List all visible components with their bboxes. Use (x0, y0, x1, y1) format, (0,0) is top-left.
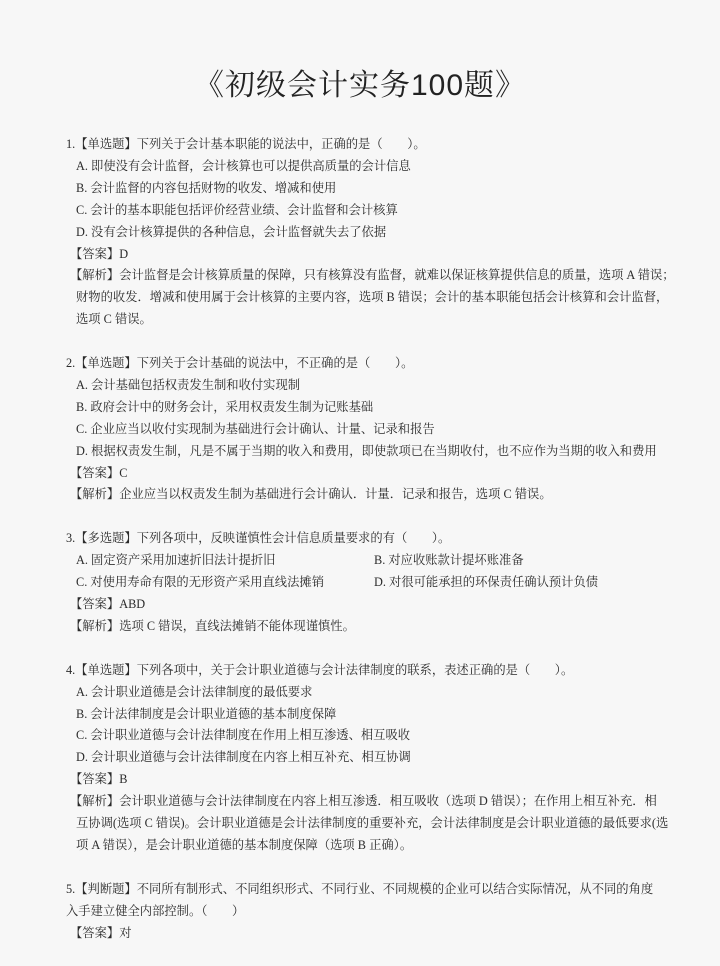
option-item: D. 没有会计核算提供的各种信息，会计监督就失去了依据 (76, 224, 387, 239)
answer-line: 【答案】对 (70, 925, 132, 940)
answer-line: 【答案】B (70, 772, 128, 787)
analysis-line: 【解析】选项 C 错误，直线法摊销不能体现谨慎性。 (70, 618, 355, 633)
analysis-line: 选项 C 错误。 (76, 312, 152, 327)
question-stem: 2.【单选题】下列关于会计基础的说法中，不正确的是（ ）。 (66, 356, 414, 371)
analysis-line: 互协调(选项 C 错误)。会计职业道德是会计法律制度的重要补充，会计法律制度是会计职业道德的最低要求(选 (76, 816, 669, 831)
option-item: D. 会计职业道德与会计法律制度在内容上相互补充、相互协调 (76, 750, 411, 765)
option-item: B. 会计监督的内容包括财物的收发、增减和使用 (76, 180, 337, 195)
option-item: A. 固定资产采用加速折旧法计提折旧 (76, 553, 276, 568)
option-item: B. 政府会计中的财务会计，采用权责发生制为记账基础 (76, 399, 374, 414)
question-stem: 5.【判断题】不同所有制形式、不同组织形式、不同行业、不同规模的企业可以结合实际情况，从不同的角度 (66, 881, 654, 896)
answer-line: 【答案】D (70, 246, 129, 261)
question-stem: 3.【多选题】下列各项中，反映谨慎性会计信息质量要求的有（ ）。 (66, 531, 451, 546)
option-item: A. 会计职业道德是会计法律制度的最低要求 (76, 684, 313, 699)
question-list (66, 134, 675, 966)
options-list (66, 156, 666, 244)
answer-line: 【答案】ABD (70, 597, 146, 611)
option-item: B. 会计法律制度是会计职业道德的基本制度保障 (76, 706, 337, 721)
option-item: C. 企业应当以收付实现制为基础进行会计确认、计量、记录和报告 (76, 421, 435, 436)
question-stem: 入手建立健全内部控制。（ ） (66, 903, 245, 918)
option-item: A. 即使没有会计监督，会计核算也可以提供高质量的会计信息 (76, 158, 411, 173)
option-item: D. 对很可能承担的环保责任确认预计负债 (374, 575, 599, 590)
analysis-line: 【解析】会计职业道德与会计法律制度在内容上相互渗透．相互吸收（选项 D 错误）；在作用上相互补充．相 (70, 794, 657, 809)
question-block (66, 528, 666, 638)
option-item: A. 会计基础包括权责发生制和收付实现制 (76, 377, 301, 392)
option-item: C. 对使用寿命有限的无形资产采用直线法摊销 (76, 575, 324, 590)
analysis-line: 【解析】会计监督是会计核算质量的保障，只有核算没有监督，就难以保证核算提供信息的质量，选项 A 错误； (70, 268, 675, 283)
analysis-line: 项 A 错误），是会计职业道德的基本制度保障（选项 B 正确）。 (76, 837, 413, 852)
option-item: C. 会计的基本职能包括评价经营业绩、会计监督和会计核算 (76, 202, 398, 217)
document-title: 《初级会计实务100题》 (193, 69, 527, 102)
answer-line: 【答案】C (70, 465, 128, 480)
analysis-line: 财物的收发．增减和使用属于会计核算的主要内容，选项 B 错误；会计的基本职能包括会计核算和会计监督， (76, 290, 669, 305)
analysis-line: 【解析】企业应当以权责发生制为基础进行会计确认．计量．记录和报告，选项 C 错误。 (70, 487, 552, 502)
question-block (66, 879, 666, 945)
question-block (66, 134, 675, 331)
option-item: D. 根据权责发生制，凡是不属于当期的收入和费用，即使款项已在当期收付，也不应作为当期的收入和费用 (76, 443, 657, 458)
options-grid (66, 550, 666, 594)
option-item: C. 会计职业道德与会计法律制度在作用上相互渗透、相互吸收 (76, 728, 411, 743)
option-item: B. 对应收账款计提坏账准备 (374, 553, 524, 568)
question-block (66, 660, 669, 857)
question-stem: 1.【单选题】下列关于会计基本职能的说法中，正确的是（ ）。 (66, 137, 426, 151)
question-stem: 4.【单选题】下列各项中，关于会计职业道德与会计法律制度的联系，表述正确的是（ ）。 (66, 662, 574, 677)
options-list (66, 375, 666, 463)
options-list (66, 682, 666, 770)
question-block (66, 353, 666, 506)
